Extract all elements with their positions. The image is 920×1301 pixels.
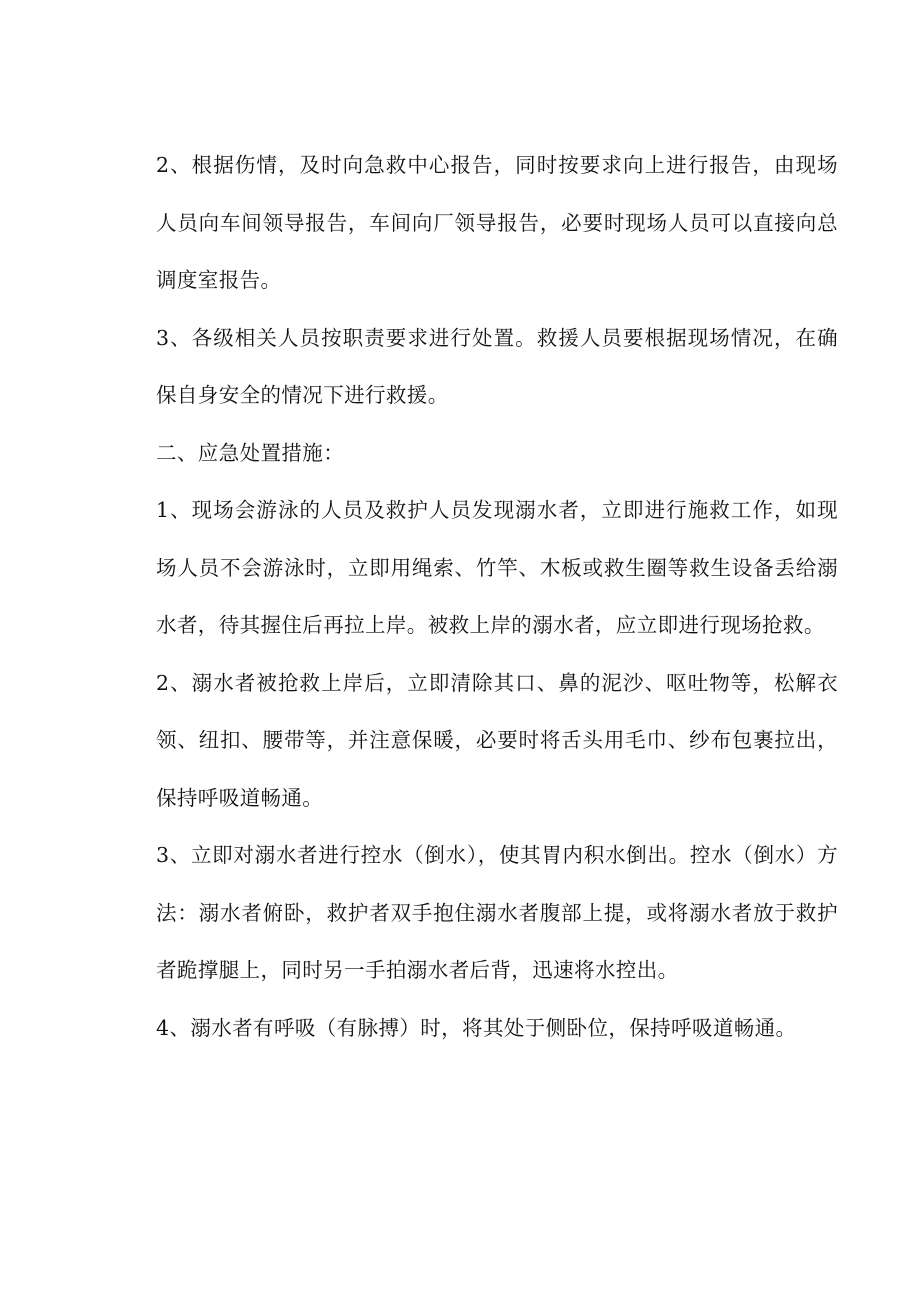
paragraph-recovery-position: 4、溺水者有呼吸（有脉搏）时，将其处于侧卧位，保持呼吸道畅通。: [156, 1015, 797, 1040]
paragraph-personnel-duties: 3、各级相关人员按职责要求进行处置。救援人员要根据现场情况，在确保自身安全的情况下进行救援。: [156, 325, 838, 407]
document-page: [156, 137, 838, 1057]
paragraph-clear-airway: 2、溺水者被抢救上岸后，立即清除其口、鼻的泥沙、呕吐物等，松解衣领、纽扣、腰带等，并注意保暖，必要时将舌头用毛巾、纱布包裹拉出，保持呼吸道畅通。: [156, 670, 838, 810]
paragraph-report-injury: 2、根据伤情，及时向急救中心报告，同时按要求向上进行报告，由现场人员向车间领导报告，车间向厂领导报告，必要时现场人员可以直接向总调度室报告。: [156, 153, 838, 292]
paragraph-rescue-drowning: 1、现场会游泳的人员及救护人员发现溺水者，立即进行施救工作，如现场人员不会游泳时，立即用绳索、竹竿、木板或救生圈等救生设备丢给溺水者，待其握住后再拉上岸。被救上岸的溺水者，应立即进行现场抢救。: [156, 498, 838, 637]
paragraph-drain-water: 3、立即对溺水者进行控水（倒水），使其胃内积水倒出。控水（倒水）方法：溺水者俯卧，救护者双手抱住溺水者腹部上提，或将溺水者放于救护者跪撑腿上，同时另一手拍溺水者后背，迅速将水控出。: [156, 843, 838, 982]
section-heading-emergency-measures: 二、应急处置措施：: [156, 440, 345, 465]
